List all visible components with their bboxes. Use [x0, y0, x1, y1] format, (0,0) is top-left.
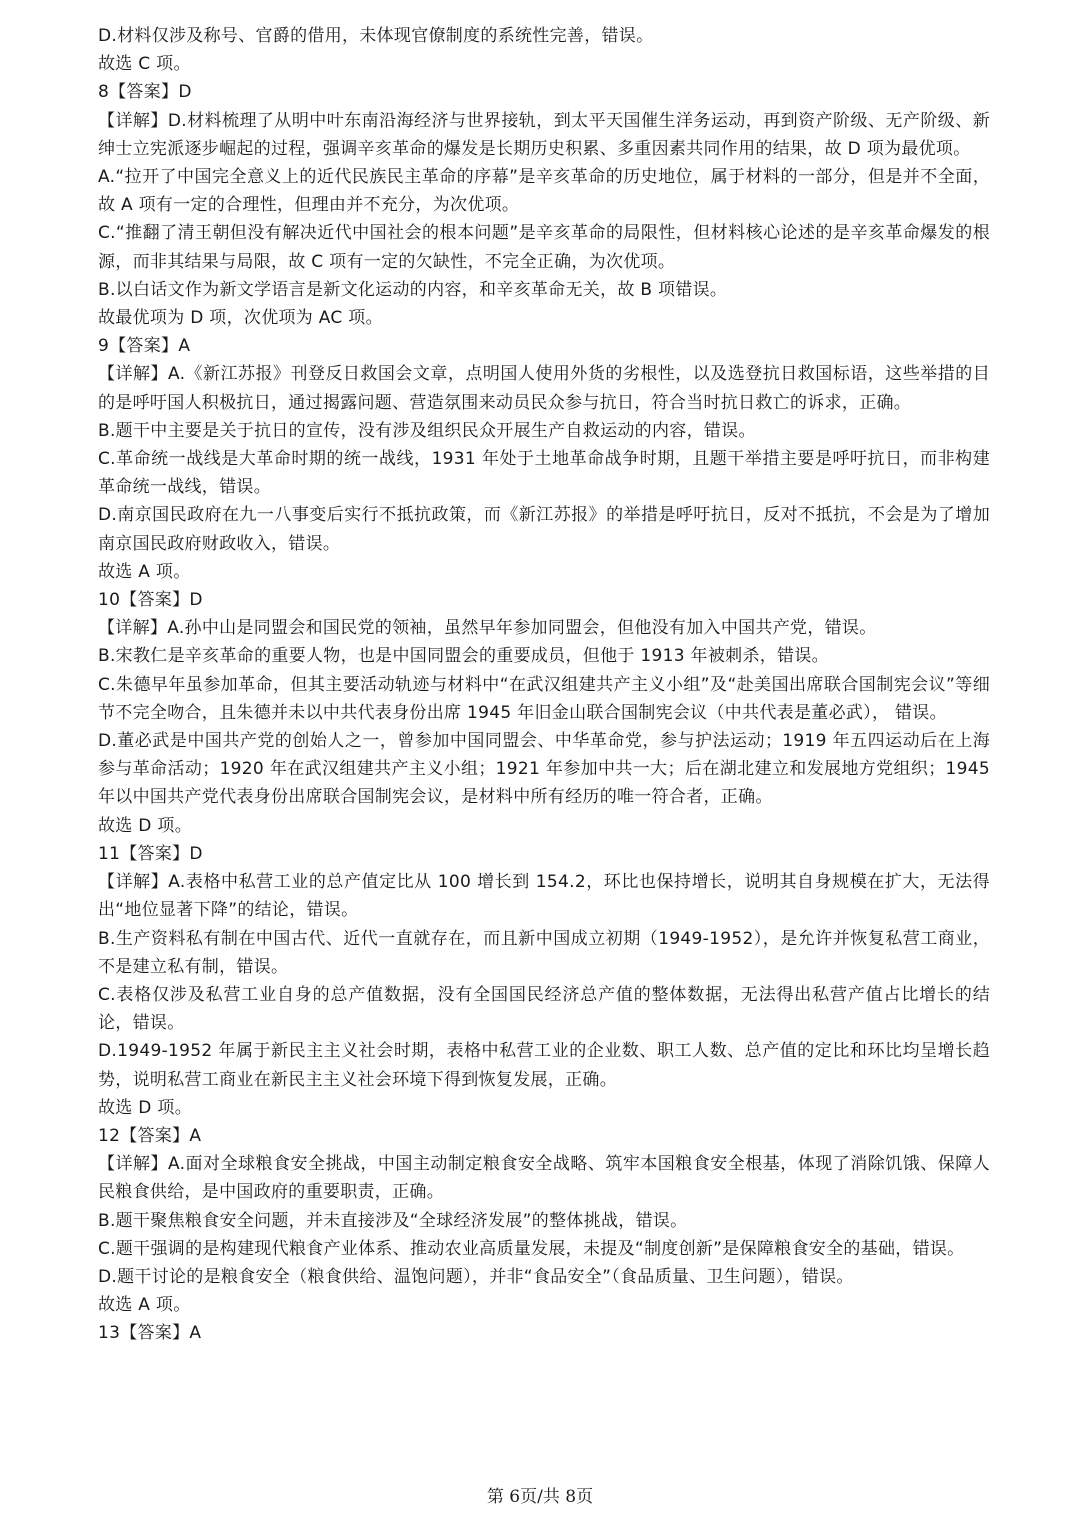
text-line: C.“推翻了清王朝但没有解决近代中国社会的根本问题”是辛亥革命的局限性，但材料核心论述的是辛亥革命爆发的根源，而非其结果与局限，故 C 项有一定的欠缺性，不完全正确，为次优项。	[98, 223, 990, 272]
answer-heading: 11【答案】D	[98, 843, 203, 864]
text-line: 【详解】A.孙中山是同盟会和国民党的领袖，虽然早年参加同盟会，但他没有加入中国共产党，错误。	[98, 618, 877, 639]
text-line: 【详解】A.面对全球粮食安全挑战，中国主动制定粮食安全战略、筑牢本国粮食安全根基，体现了消除饥饿、保障人民粮食供给，是中国政府的重要职责，正确。	[98, 1154, 990, 1203]
answer-heading: 13【答案】A	[98, 1323, 202, 1344]
text-line: D.1949-1952 年属于新民主主义社会时期，表格中私营工业的企业数、职工人数、总产值的定比和环比均呈增长趋势，说明私营工商业在新民主主义社会环境下得到恢复发展，正确。	[98, 1041, 990, 1090]
answer-heading: 8【答案】D	[98, 82, 192, 103]
text-line: B.以白话文作为新文学语言是新文化运动的内容，和辛亥革命无关，故 B 项错误。	[98, 279, 728, 300]
text-line: B.生产资料私有制在中国古代、近代一直就存在，而且新中国成立初期（1949-1952），是允许并恢复私营工商业，不是建立私有制，错误。	[98, 928, 990, 977]
text-line: B.题干聚焦粮食安全问题，并未直接涉及“全球经济发展”的整体挑战，错误。	[98, 1210, 688, 1231]
answer-heading: 12【答案】A	[98, 1125, 202, 1146]
text-line: B.题干中主要是关于抗日的宣传，没有涉及组织民众开展生产自救运动的内容，错误。	[98, 420, 756, 441]
text-line: C.革命统一战线是大革命时期的统一战线，1931 年处于土地革命战争时期，且题干举措主要是呼吁抗日，而非构建革命统一战线，错误。	[98, 449, 990, 498]
text-line: 故选 A 项。	[98, 561, 191, 582]
text-line: B.宋教仁是辛亥革命的重要人物，也是中国同盟会的重要成员，但他于 1913 年被刺杀，错误。	[98, 646, 829, 667]
text-line: D.董必武是中国共产党的创始人之一，曾参加中国同盟会、中华革命党，参与护法运动；1919 年五四运动后在上海参与革命活动；1920 年在武汉组建共产主义小组；1921 年参加中共一大；后在湖北建立和发展地方党组织；1945 年以中国共产党代表身份出席联合国制宪会议，是材料中所有经历的唯一符合者，正确。	[98, 731, 990, 808]
answer-explanations	[98, 22, 990, 1348]
answer-heading: 10【答案】D	[98, 590, 203, 611]
text-line: 故最优项为 D 项，次优项为 AC 项。	[98, 308, 383, 329]
text-line: D.题干讨论的是粮食安全（粮食供给、温饱问题），并非“食品安全”（食品质量、卫生问题），错误。	[98, 1266, 854, 1287]
text-line: D.南京国民政府在九一八事变后实行不抵抗政策，而《新江苏报》的举措是呼吁抗日，反对不抵抗，不会是为了增加南京国民政府财政收入，错误。	[98, 505, 990, 554]
text-line: C.表格仅涉及私营工业自身的总产值数据，没有全国国民经济总产值的整体数据，无法得出私营产值占比增长的结论，错误。	[98, 984, 990, 1034]
text-line: 【详解】A.表格中私营工业的总产值定比从 100 增长到 154.2，环比也保持增长，说明其自身规模在扩大，无法得出“地位显著下降”的结论，错误。	[98, 872, 990, 921]
text-line: 故选 A 项。	[98, 1295, 191, 1316]
answer-heading: 9【答案】A	[98, 336, 191, 357]
text-line: 【详解】A.《新江苏报》刊登反日救国会文章，点明国人使用外货的劣根性，以及选登抗日救国标语，这些举措的目的是呼吁国人积极抗日，通过揭露问题、营造氛围来动员民众参与抗日，符合当时抗日救亡的诉求，正确。	[98, 364, 990, 413]
text-line: A.“拉开了中国完全意义上的近代民族民主革命的序幕”是辛亥革命的历史地位，属于材料的一部分，但是并不全面，故 A 项有一定的合理性，但理由并不充分，为次优项。	[98, 167, 990, 216]
text-line: 故选 C 项。	[98, 54, 191, 75]
text-line: 【详解】D.材料梳理了从明中叶东南沿海经济与世界接轨，到太平天国催生洋务运动，再到资产阶级、无产阶级、新绅士立宪派逐步崛起的过程，强调辛亥革命的爆发是长期历史积累、多重因素共同作用的结果，故 D 项为最优项。	[98, 110, 990, 159]
text-line: C.题干强调的是构建现代粮食产业体系、推动农业高质量发展，未提及“制度创新”是保障粮食安全的基础，错误。	[98, 1238, 965, 1259]
text-line: D.材料仅涉及称号、官爵的借用，未体现官僚制度的系统性完善，错误。	[98, 26, 654, 46]
text-line: 故选 D 项。	[98, 1097, 192, 1118]
page-number: 第 6页/共 8页	[486, 1487, 594, 1507]
text-line: C.朱德早年虽参加革命，但其主要活动轨迹与材料中“在武汉组建共产主义小组”及“赴美国出席联合国制宪会议”等细节不完全吻合，且朱德并未以中共代表身份出席 1945 年旧金山联合国制宪会议（中共代表是董必武）， 错误。	[98, 674, 990, 723]
text-line: 故选 D 项。	[98, 815, 192, 836]
